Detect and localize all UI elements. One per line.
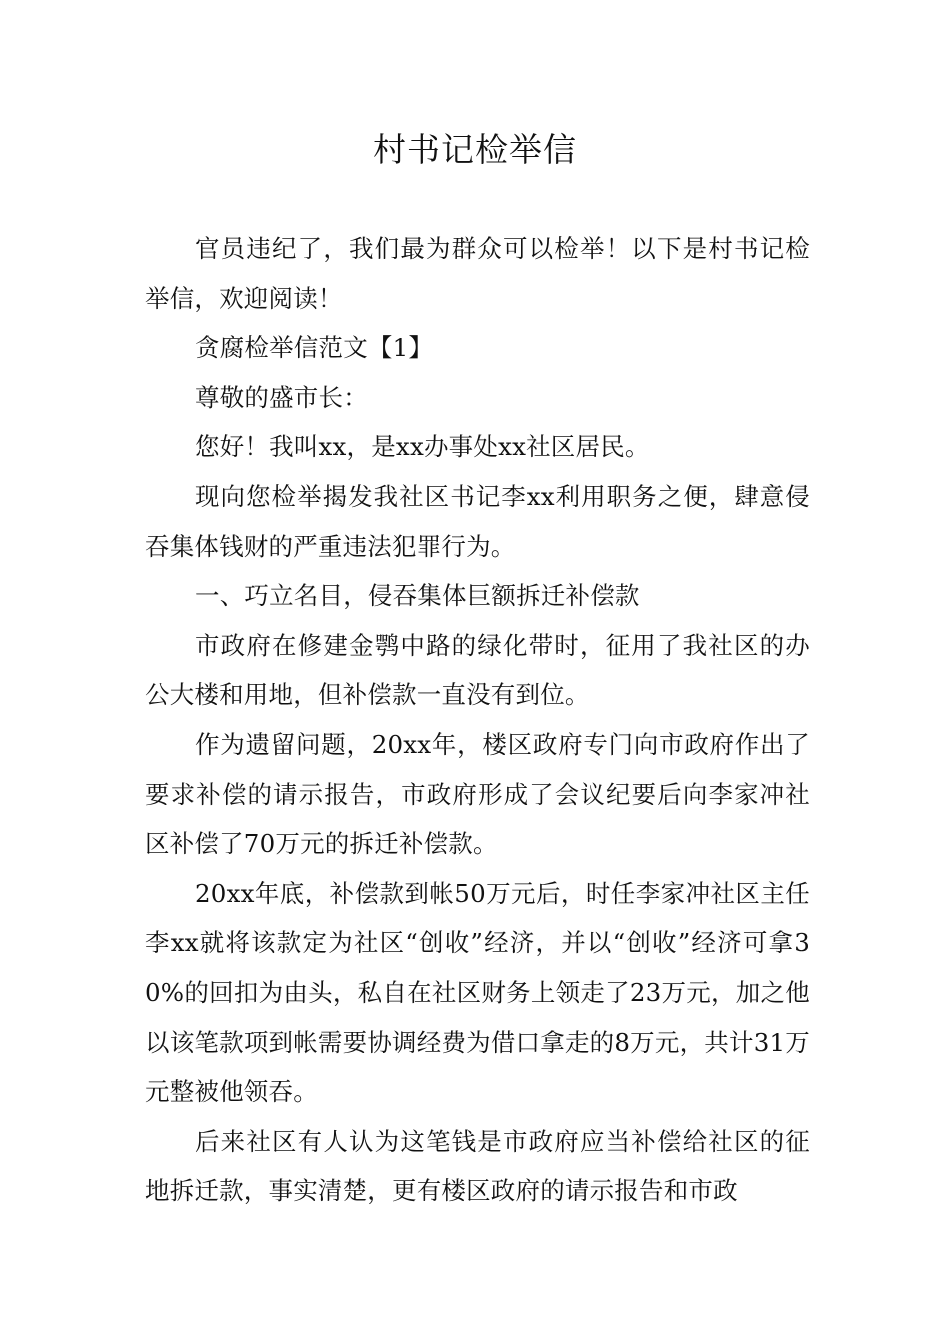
body-paragraph: 后来社区有人认为这笔钱是市政府应当补偿给社区的征地拆迁款，事实清楚，更有楼区政府的请示报告和市政 xyxy=(145,1126,810,1206)
document-body xyxy=(145,224,810,1216)
body-paragraph: 作为遗留问题，20xx年，楼区政府专门向市政府作出了要求补偿的请示报告，市政府形成了会议纪要后向李家冲社区补偿了70万元的拆迁补偿款。 xyxy=(145,729,810,859)
section-heading: 贪腐检举信范文【1】 xyxy=(195,333,434,363)
body-paragraph: 现向您检举揭发我社区书记李xx利用职务之便，肆意侵吞集体钱财的严重违法犯罪行为。 xyxy=(145,481,810,561)
subheading: 一、巧立名目，侵吞集体巨额拆迁补偿款 xyxy=(195,581,640,611)
greeting-paragraph: 您好！我叫xx，是xx办事处xx社区居民。 xyxy=(195,432,650,462)
intro-paragraph: 官员违纪了，我们最为群众可以检举！以下是村书记检举信，欢迎阅读！ xyxy=(145,234,810,313)
body-paragraph: 20xx年底，补偿款到帐50万元后，时任李家冲社区主任李xx就将该款定为社区“创收”经济，并以“创收”经济可拿30%的回扣为由头，私自在社区财务上领走了23万元，加之他以该笔款项到帐需要协调经费为借口拿走的8万元，共计31万元整被他领吞。 xyxy=(145,878,810,1107)
body-paragraph: 市政府在修建金鹗中路的绿化带时，征用了我社区的办公大楼和用地，但补偿款一直没有到位。 xyxy=(145,630,810,710)
salutation: 尊敬的盛市长： xyxy=(195,382,368,412)
document-title: 村书记检举信 xyxy=(373,130,577,169)
